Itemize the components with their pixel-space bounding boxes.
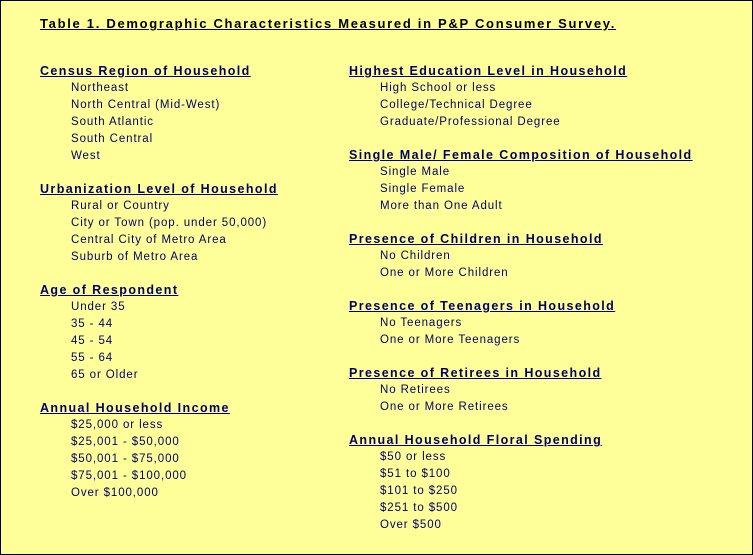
list-item: One or More Children [380,267,509,279]
section-heading: Annual Household Floral Spending [349,433,603,447]
section-heading: Highest Education Level in Household [349,64,628,78]
section-items [349,164,749,215]
page-title: Table 1. Demographic Characteristics Measured in P&P Consumer Survey. [40,16,617,31]
list-item: No Children [380,250,451,262]
section-age [40,282,340,384]
section-income [40,400,340,502]
list-item: 35 - 44 [71,318,114,330]
list-item: Rural or Country [71,200,170,212]
section-heading: Age of Respondent [40,283,179,297]
list-item: Single Male [380,166,450,178]
right-column [349,63,749,534]
section-heading: Presence of Retirees in Household [349,366,602,380]
list-item: $25,001 - $50,000 [71,436,180,448]
list-item: No Retirees [380,384,451,396]
section-items [349,248,749,282]
list-item: West [71,150,101,162]
list-item: North Central (Mid-West) [71,99,221,111]
list-item: South Atlantic [71,116,154,128]
list-item: One or More Teenagers [380,334,521,346]
list-item: $50,001 - $75,000 [71,453,180,465]
section-items [40,417,340,502]
section-heading: Presence of Children in Household [349,232,603,246]
list-item: $101 to $250 [380,485,458,497]
list-item: More than One Adult [380,200,503,212]
section-retirees [349,365,749,416]
section-items [40,198,340,266]
section-heading: Urbanization Level of Household [40,182,278,196]
section-heading: Presence of Teenagers in Household [349,299,616,313]
list-item: 65 or Older [71,369,139,381]
section-education [349,63,749,131]
list-item: High School or less [380,82,497,94]
section-teenagers [349,298,749,349]
list-item: $75,001 - $100,000 [71,470,187,482]
list-item: $251 to $500 [380,502,458,514]
list-item: One or More Retirees [380,401,509,413]
section-floral-spending [349,432,749,534]
list-item: City or Town (pop. under 50,000) [71,217,268,229]
list-item: Northeast [71,82,129,94]
list-item: No Teenagers [380,317,463,329]
list-item: Under 35 [71,301,126,313]
list-item: 45 - 54 [71,335,114,347]
list-item: Single Female [380,183,466,195]
section-items [40,80,340,165]
list-item: Central City of Metro Area [71,234,227,246]
list-item: South Central [71,133,154,145]
section-children [349,231,749,282]
section-items [40,299,340,384]
section-items [349,315,749,349]
left-column [40,63,340,502]
list-item: $50 or less [380,451,447,463]
section-composition [349,147,749,215]
section-heading: Annual Household Income [40,401,230,415]
section-items [349,382,749,416]
section-urbanization [40,181,340,266]
list-item: Over $100,000 [71,487,159,499]
section-heading: Census Region of Household [40,64,251,78]
list-item: 55 - 64 [71,352,114,364]
section-items [349,449,749,534]
list-item: Over $500 [380,519,442,531]
list-item: Graduate/Professional Degree [380,116,561,128]
section-items [349,80,749,131]
section-heading: Single Male/ Female Composition of Household [349,148,693,162]
list-item: $25,000 or less [71,419,164,431]
list-item: College/Technical Degree [380,99,533,111]
list-item: $51 to $100 [380,468,451,480]
section-census-region [40,63,340,165]
list-item: Suburb of Metro Area [71,251,199,263]
